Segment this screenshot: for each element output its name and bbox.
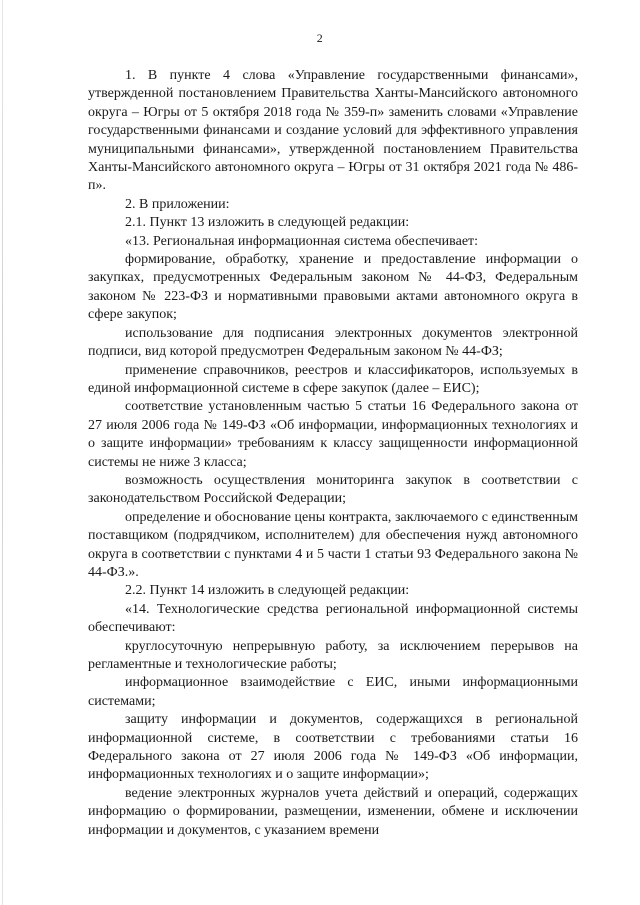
paragraph-13-item-6: определение и обоснование цены контракта, заключаемого с единственным поставщиком (подрядчиком, исполнителем) для обеспечения нужд автономного округа в соответствии с пунктами 4 и 5 части 1 статьи 93 Федерального закона № 44-ФЗ.». [88,509,578,580]
scan-edge [2,0,3,905]
paragraph-13-item-5: возможность осуществления мониторинга закупок в соответствии с законодательством Российской Федерации; [88,472,578,507]
page-number: 2 [316,31,324,45]
paragraph-13-item-2: использование для подписания электронных документов электронной подписи, вид которой предусмотрен Федеральным законом № 44-ФЗ; [88,325,578,360]
paragraph-14-item-1: круглосуточную непрерывную работу, за исключением перерывов на регламентные и технологические работы; [88,638,578,672]
document-body [88,67,578,840]
paragraph-14-item-4: ведение электронных журналов учета действий и операций, содержащих информацию о формировании, размещении, изменении, обмене и исключении информации и документов, с указанием времени [88,785,578,838]
paragraph-13-item-3: применение справочников, реестров и классификаторов, используемых в единой информационной системе в сфере закупок (далее – ЕИС); [88,362,578,396]
paragraph-2-1-heading: 2.1. Пункт 13 изложить в следующей редакции: [125,215,410,231]
paragraph-13-item-1: формирование, обработку, хранение и предоставление информации о закупках, предусмотренных Федеральным законом № 44-ФЗ, Федеральным законом № 223-ФЗ и нормативными правовыми актами автономного округа в сфере закупок; [88,252,578,323]
paragraph-13-intro: «13. Региональная информационная система обеспечивает: [125,233,479,249]
paragraph-14-intro: «14. Технологические средства региональной информационной системы обеспечивают: [88,601,578,636]
paragraph-2-2-heading: 2.2. Пункт 14 изложить в следующей редакции: [125,583,410,599]
paragraph-14-item-2: информационное взаимодействие с ЕИС, иными информационными системами; [88,675,578,709]
paragraph-13-item-4: соответствие установленным частью 5 статьи 16 Федерального закона от 27 июля 2006 года № 149-ФЗ «Об информации, информационных технологиях и о защите информации» требованиям к классу защищенности информационной системы не ниже 3 класса; [88,399,578,470]
paragraph-14-item-3: защиту информации и документов, содержащихся в региональной информационной системе, в соответствии с требованиями статьи 16 Федерального закона от 27 июля 2006 года № 149-ФЗ «Об информации, информационных технологиях и о защите информации»; [88,712,578,783]
paragraph-1-replace-words: 1. В пункте 4 слова «Управление государственными финансами», утвержденной постановлением Правительства Ханты-Мансийского автономного округа – Югры от 5 октября 2018 года № 359-п» заменить словами «Управление государственными финансами и создание условий для эффективного управления муниципальными финансами», утвержденной постановлением Правительства Ханты-Мансийского автономного округа – Югры от 31 октября 2021 года № 486-п». [88,68,578,194]
paragraph-2-in-appendix: 2. В приложении: [125,196,230,212]
